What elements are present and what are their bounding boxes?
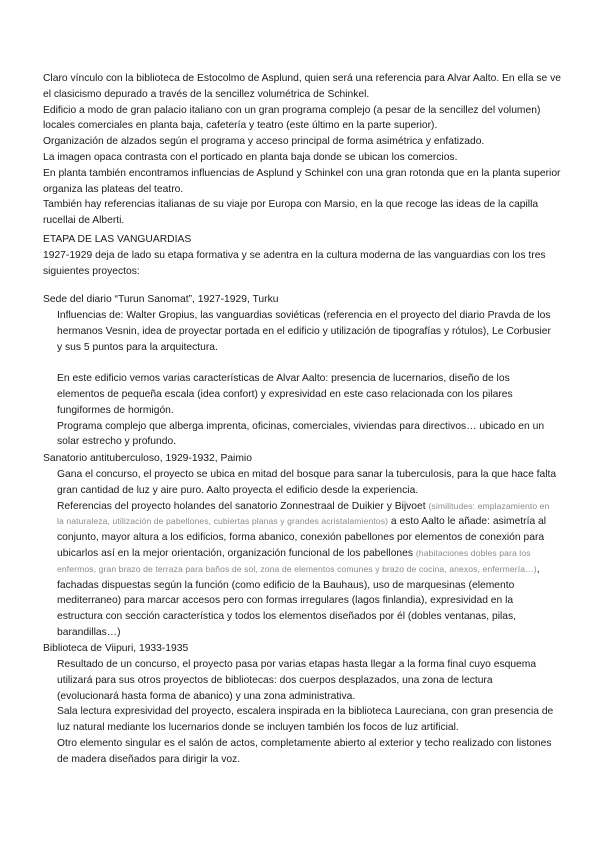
paimio-paragraph-2 (57, 499, 557, 641)
turun-title: Sede del diario “Turun Sanomat”, 1927-1929, Turku (43, 294, 279, 305)
paimio-similitudes-note: (similitudes: emplazamiento en la naturaleza, utilización de pabellones, cubiertas planas y grandes acristalamientos) (57, 500, 550, 527)
etapa-intro: 1927-1929 deja de lado su etapa formativa y se adentra en la cultura moderna de las vanguardias con los tres siguientes proyectos: (43, 249, 546, 277)
turun-paragraph-1: Influencias de: Walter Gropius, las vanguardias soviéticas (referencia en el proyecto del diario Pravda de los hermanos Vesnin, idea de proyectar portada en el edificio y utilización de tipografías y rótulos), Le Corbusier y sus 5 puntos para la arquitectura. (57, 310, 551, 353)
section-heading: ETAPA DE LAS VANGUARDIAS (43, 234, 192, 245)
intro-paragraph: También hay referencias italianas de su viaje por Europa con Marsio, en la que recoge las ideas de la capilla rucellai de Alberti. (43, 199, 539, 227)
turun-section (57, 308, 557, 450)
turun-paragraph-3: Programa complejo que alberga imprenta, oficinas, comerciales, viviendas para directivos… ubicado en un solar estrecho y profundo. (57, 420, 545, 448)
viipuri-paragraph-1: Resultado de un concurso, el proyecto pasa por varias etapas hasta llegar a la forma final cuyo esquema utilizará para sus otros proyectos de bibliotecas: dos cuerpos desplazados, una zona de lectura (evolucionará hasta forma de abanico) y una zona administrativa. (57, 659, 537, 702)
turun-paragraph-2: En este edificio vemos varias características de Alvar Aalto: presencia de lucernarios, diseño de los elementos de pequeña escala (idea confort) y expresividad en este caso relacionada con los pilares fungiformes de hormigón. (57, 373, 513, 416)
etapa-section (43, 232, 563, 279)
paimio-title: Sanatorio antituberculoso, 1929-1932, Paimio (43, 453, 252, 464)
intro-section (43, 71, 563, 229)
paimio-paragraph-1: Gana el concurso, el proyecto se ubica en mitad del bosque para sanar la tuberculosis, para la que hace falta gran cantidad de luz y aire puro. Aalto proyecta el edificio desde la experiencia. (57, 469, 557, 496)
viipuri-title: Biblioteca de Viipuri, 1933-1935 (43, 643, 189, 654)
paimio-text-b: a esto Aalto le añade: asimetría al conjunto, mayor altura a los edificios, forma abanico, conexión pabellones por elementos de conexión para ubicarlos así en la mejor orientación, organización funcional de los pabellones (57, 516, 547, 559)
intro-paragraph: Organización de alzados según el programa y acceso principal de forma asimétrica y enfatizado. (43, 136, 485, 148)
intro-paragraph: La imagen opaca contrasta con el porticado en planta baja donde se ubican los comercios. (43, 151, 458, 163)
intro-paragraph: En planta también encontramos influencias de Asplund y Schinkel con una gran rotonda que en la planta superior organiza las plateas del teatro. (43, 167, 561, 195)
paimio-pabellones-note: (habitaciones dobles para los enfermos, gran brazo de terraza para baños de sol, zona de elementos comunes y brazo de cocina, anexos, enfermería…) (57, 547, 537, 574)
intro-paragraph: Edificio a modo de gran palacio italiano con un gran programa complejo (a pesar de la sencillez del volumen) locales comerciales en planta baja, cafetería y teatro (este último en la parte superior). (43, 104, 541, 132)
viipuri-section (57, 657, 557, 768)
paimio-text-c: , fachadas dispuestas según la función (como edificio de la Bauhaus), uso de marquesinas (elemento mediterraneo) para marcar accesos pero con formas irregulares (lagos finlandia), expresividad en la estructura con sección característica y todos los elementos diseñados por él (dobles ventanas, pilas, barandillas…) (57, 563, 540, 638)
intro-paragraph: Claro vínculo con la biblioteca de Estocolmo de Asplund, quien será una referencia para Alvar Aalto. En ella se ve el clasicismo depurado a través de la sencillez volumétrica de Schinkel. (43, 73, 562, 100)
paimio-text-a: Referencias del proyecto holandes del sanatorio Zonnestraal de Duikier y Bijvoet (57, 500, 429, 512)
paimio-section (57, 467, 557, 641)
viipuri-paragraph-3: Otro elemento singular es el salón de actos, completamente abierto al exterior y techo realizado con listones de madera diseñados para dirigir la voz. (57, 737, 552, 765)
viipuri-paragraph-2: Sala lectura expresividad del proyecto, escalera inspirada en la biblioteca Laureciana, con gran presencia de luz natural mediante los lucernarios donde se incluyen también los focos de luz artificial. (57, 706, 554, 734)
